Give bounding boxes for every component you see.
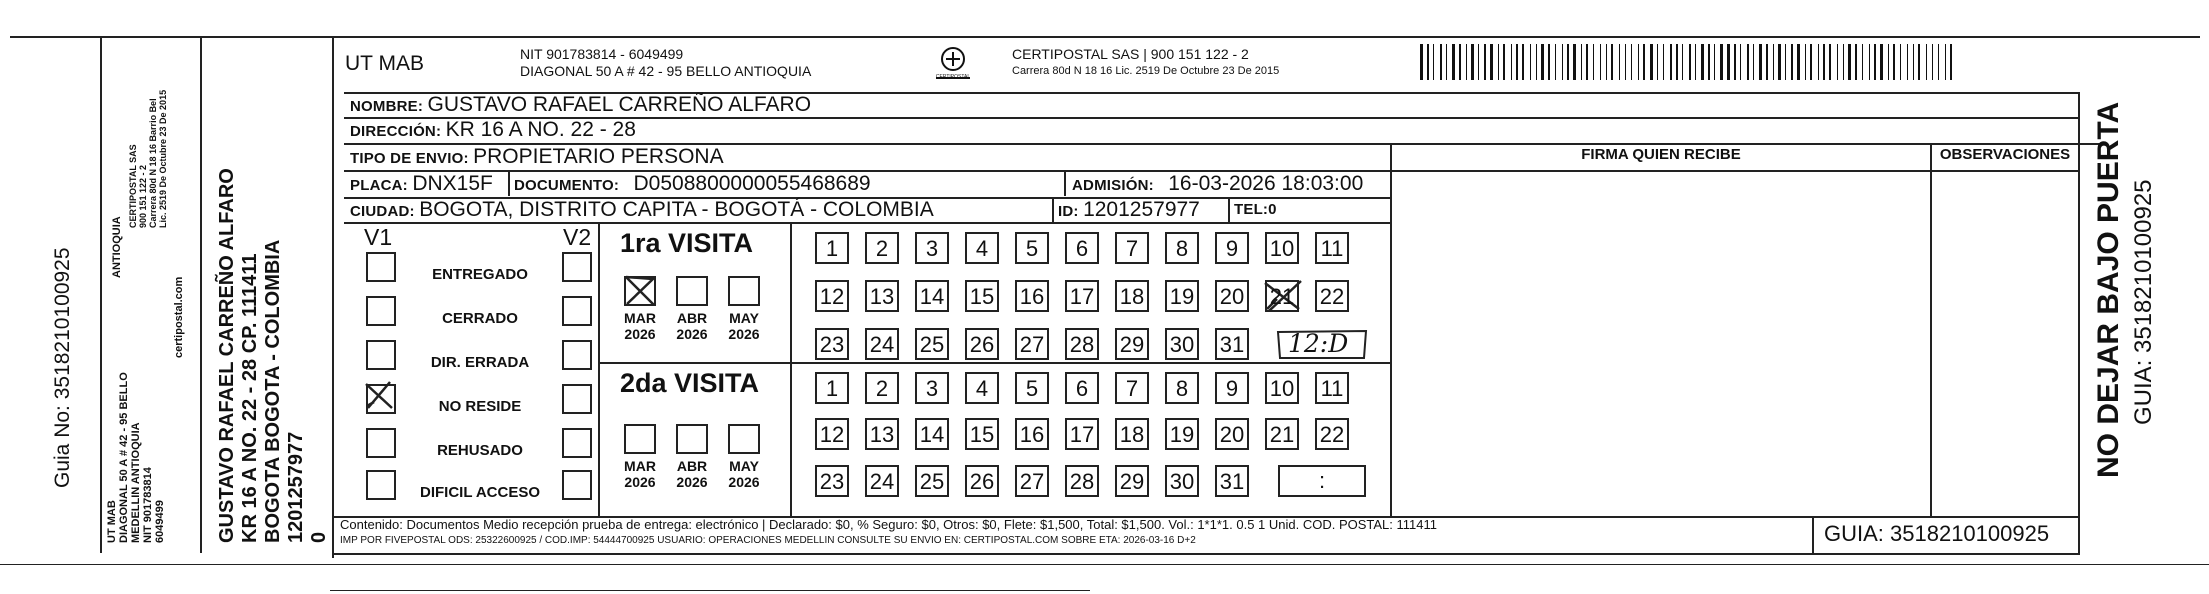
status-option-label: NO RESIDE [438, 398, 522, 415]
v1-checkbox[interactable] [366, 384, 396, 414]
v2-checkbox[interactable] [562, 470, 592, 500]
month-label [668, 310, 716, 342]
direccion-value: KR 16 A NO. 22 - 28 [445, 118, 636, 141]
day-box[interactable]: 7 [1115, 232, 1149, 264]
footer-bottom-line [332, 553, 2080, 555]
stub-guia-number: Guia No: 3518210100925 [51, 247, 74, 488]
id-label: ID: [1058, 203, 1079, 220]
day-box[interactable]: 5 [1015, 372, 1049, 404]
stub-sender-line: UT MAB [106, 500, 118, 543]
day-box[interactable]: 1 [815, 372, 849, 404]
status-option-label: REHUSADO [437, 442, 523, 459]
barcode-bar [1773, 44, 1774, 80]
barcode-bar [1643, 44, 1645, 80]
barcode-bar [1843, 44, 1844, 80]
day-box[interactable]: 2 [865, 372, 899, 404]
day-box[interactable]: 31 [1215, 465, 1249, 497]
barcode-bar [1918, 44, 1920, 80]
stub-sender-line: 6049499 [154, 500, 166, 543]
second-visit-title: 2da VISITA [620, 368, 760, 398]
barcode-bar [1548, 44, 1550, 80]
month-checkbox-mar[interactable] [624, 424, 656, 454]
day-box[interactable]: 6 [1065, 232, 1099, 264]
day-box[interactable]: 11 [1315, 232, 1349, 264]
day-box[interactable]: 19 [1165, 280, 1199, 312]
v2-label: V2 [563, 224, 592, 250]
barcode-bar [1829, 44, 1831, 80]
day-box[interactable]: 26 [965, 328, 999, 360]
documento-field [514, 171, 1064, 196]
documento-value: D0508800000055468689 [633, 172, 871, 195]
nombre-value: GUSTAVO RAFAEL CARREÑO ALFARO [427, 93, 812, 116]
day-box[interactable]: 17 [1065, 280, 1099, 312]
day-box[interactable]: 23 [815, 328, 849, 360]
barcode-bar [1478, 44, 1479, 80]
day-box[interactable]: 21 [1265, 280, 1299, 312]
barcode-bar [1567, 44, 1569, 80]
month-name: MAY [729, 310, 759, 326]
no-dejar-warning: NO DEJAR BAJO PUERTA [2092, 101, 2125, 478]
v1-checkbox[interactable] [366, 470, 396, 500]
cell-divider [1064, 171, 1066, 196]
v1-checkbox[interactable] [366, 252, 396, 282]
ciudad-value: BOGOTA, DISTRITO CAPITA - BOGOTÁ - COLOMBIA [419, 198, 934, 221]
barcode-bar [1682, 44, 1683, 80]
barcode-bar [1573, 44, 1576, 80]
barcode-bar [1657, 44, 1658, 80]
footer-divider [1812, 516, 1814, 554]
barcode-bar [1727, 44, 1730, 80]
barcode-bar [1498, 44, 1499, 80]
barcode-bar [1541, 44, 1544, 80]
cell-divider [1228, 198, 1230, 222]
card-top-border [10, 36, 2200, 38]
day-box[interactable]: 5 [1015, 232, 1049, 264]
stub-antioquia: ANTIOQUIA [111, 216, 123, 278]
day-box[interactable]: 10 [1265, 372, 1299, 404]
barcode-bar [1766, 44, 1768, 80]
barcode-bar [1631, 44, 1632, 80]
barcode-bar [1932, 44, 1933, 80]
barcode-bar [1734, 44, 1736, 80]
first-visit-time: 12:D [1288, 329, 1349, 358]
ciudad-label: CIUDAD: [350, 203, 415, 220]
barcode-bar [1593, 44, 1594, 80]
day-box[interactable]: 13 [865, 280, 899, 312]
tipo-row [350, 144, 1390, 169]
direccion-label: DIRECCIÓN: [350, 123, 442, 140]
barcode-bar [1797, 44, 1800, 80]
placa-value: DNX15F [412, 172, 493, 195]
day-box[interactable]: 12 [815, 418, 849, 450]
day-box[interactable]: 9 [1215, 372, 1249, 404]
cell-divider [1052, 198, 1054, 222]
barcode-bar [1600, 44, 1601, 80]
stub-certipostal-line: Carrera 80d N 18 16 Barrio Bel [148, 98, 158, 228]
card-bottom-edge [330, 590, 1090, 591]
barcode-bar [1650, 44, 1653, 80]
barcode-bar [1562, 44, 1563, 80]
id-field [1058, 198, 1228, 222]
v2-checkbox[interactable] [562, 340, 592, 370]
row-line [344, 222, 1391, 224]
day-box[interactable]: 20 [1215, 418, 1249, 450]
barcode-bar [1701, 44, 1704, 80]
barcode-bar [1907, 44, 1908, 80]
observaciones-label: OBSERVACIONES [1939, 146, 2071, 163]
footer-line-1: Contenido: Documentos Medio recepción prueba de entrega: electrónico | Declarado: $0, % Seguro: $0, Otros: $0, Flete: $1,500, Total: $1,500. Vol.: 1*1*1. 0.5 1 Unid. COD. POSTAL: 111411 [340, 517, 1437, 532]
month-label [616, 310, 664, 342]
tipo-label: TIPO DE ENVIO: [350, 150, 469, 167]
day-box[interactable]: 15 [965, 418, 999, 450]
main-left-border [332, 38, 334, 558]
tel-label: TEL: [1234, 201, 1269, 218]
barcode-bar [1862, 44, 1863, 80]
footer-line-2: IMP POR FIVEPOSTAL ODS: 25322600925 / COD.IMP: 54444700925 USUARIO: OPERACIONES MEDELLIN CONSULTE SU ENVIO EN: CERTIPOSTAL.COM SOBRE ETA: 2026-03-16 D+2 [340, 535, 1196, 546]
barcode-bar [1810, 44, 1812, 80]
day-box[interactable]: 2 [865, 232, 899, 264]
day-box[interactable]: 27 [1015, 328, 1049, 360]
courier-license: Carrera 80d N 18 16 Lic. 2519 De Octubre 23 De 2015 [1012, 65, 1280, 77]
day-box[interactable]: 8 [1165, 232, 1199, 264]
day-box[interactable]: 4 [965, 372, 999, 404]
stub-certipostal-line: CERTIPOSTAL SAS [128, 144, 138, 228]
cell-divider [508, 171, 510, 196]
day-box[interactable]: 13 [865, 418, 899, 450]
barcode-bar [1670, 44, 1672, 80]
month-checkbox-mar[interactable] [624, 276, 656, 306]
month-name: ABR [676, 458, 708, 474]
barcode-bar [1490, 44, 1493, 80]
day-box[interactable]: 3 [915, 372, 949, 404]
certipostal-logo-icon [930, 44, 976, 84]
month-name: MAR [624, 310, 656, 326]
day-box[interactable]: 30 [1165, 328, 1199, 360]
header-address: DIAGONAL 50 A # 42 - 95 BELLO ANTIOQUIA [520, 63, 812, 79]
observaciones-right-border [2078, 92, 2080, 517]
barcode-bar [1714, 44, 1715, 80]
barcode-bar [1516, 44, 1518, 80]
barcode-bar [1695, 44, 1696, 80]
status-option-label: DIR. ERRADA [430, 354, 530, 371]
stub-recipient-line: BOGOTA BOGOTA - COLOMBIA [262, 239, 284, 543]
id-value: 1201257977 [1083, 198, 1200, 221]
month-year: 2026 [624, 326, 656, 342]
day-box[interactable]: 28 [1065, 328, 1099, 360]
admision-label: ADMISIÓN: [1072, 177, 1154, 194]
barcode-bar [1606, 44, 1607, 80]
day-box[interactable]: 14 [915, 280, 949, 312]
day-box[interactable]: 16 [1015, 280, 1049, 312]
first-visit-time-box[interactable] [1274, 328, 1370, 360]
stub-sender-block [102, 38, 200, 553]
month-checkbox-may[interactable] [728, 276, 760, 306]
admision-value: 16-03-2026 18:03:00 [1168, 172, 1364, 195]
day-box[interactable]: 29 [1115, 328, 1149, 360]
barcode-bar [1869, 44, 1870, 80]
barcode-bar [1926, 44, 1927, 80]
direccion-row [350, 118, 2079, 142]
month-checkbox-may[interactable] [728, 424, 760, 454]
v2-checkbox[interactable] [562, 252, 592, 282]
tipo-value: PROPIETARIO PERSONA [473, 145, 724, 168]
stub-recipient-line: GUSTAVO RAFAEL CARREÑO ALFARO [216, 168, 238, 543]
side-guia: GUIA: 3518210100925 [2130, 179, 2157, 425]
stub-sender-line: DIAGONAL 50 A # 42 - 95 BELLO [118, 372, 130, 543]
documento-label: DOCUMENTO: [514, 177, 620, 194]
nombre-row [350, 93, 2079, 117]
firma-area[interactable] [1392, 172, 1930, 516]
month-name: ABR [676, 310, 708, 326]
barcode-bar [1823, 44, 1825, 80]
day-box[interactable]: 24 [865, 328, 899, 360]
month-year: 2026 [676, 326, 708, 342]
barcode-bar [1440, 44, 1442, 80]
barcode-bar [1466, 44, 1467, 80]
header-sender [520, 46, 811, 80]
barcode-bar [1708, 44, 1710, 80]
barcode-bar [1433, 44, 1434, 80]
barcode-bar [1759, 44, 1762, 80]
barcode-bar [1555, 44, 1556, 80]
day-box[interactable]: 23 [815, 465, 849, 497]
stub-recipient-line: 1201257977 [285, 431, 307, 543]
barcode-bar [1625, 44, 1626, 80]
v1-label: V1 [364, 224, 393, 250]
status-divider [598, 222, 600, 516]
tel-value: 0 [1268, 201, 1277, 218]
barcode-bar [1893, 44, 1895, 80]
v1-checkbox[interactable] [366, 428, 396, 458]
barcode-bar [1837, 44, 1838, 80]
barcode-bar [1880, 44, 1883, 80]
day-box[interactable]: 31 [1215, 328, 1249, 360]
month-year: 2026 [728, 474, 760, 490]
day-box[interactable]: 25 [915, 328, 949, 360]
barcode-bar [1676, 44, 1678, 80]
stub-guia-column [40, 38, 92, 553]
barcode-bar [1747, 44, 1749, 80]
footer-right-border [2078, 516, 2080, 554]
day-box[interactable]: 15 [965, 280, 999, 312]
v1-checkbox[interactable] [366, 296, 396, 326]
barcode-bar [1689, 44, 1691, 80]
day-box[interactable]: 18 [1115, 280, 1149, 312]
barcode [1420, 44, 1960, 80]
barcode-bar [1848, 44, 1851, 80]
day-box[interactable]: 7 [1115, 372, 1149, 404]
header-company: UT MAB [345, 52, 424, 75]
day-box[interactable]: 18 [1115, 418, 1149, 450]
month-checkbox-abr[interactable] [676, 276, 708, 306]
barcode-bar [1536, 44, 1537, 80]
barcode-bar [1900, 44, 1901, 80]
footer-text [340, 517, 1790, 549]
barcode-bar [1459, 44, 1461, 80]
placa-label: PLACA: [350, 177, 408, 194]
month-year: 2026 [676, 474, 708, 490]
barcode-bar [1586, 44, 1588, 80]
barcode-bar [1452, 44, 1455, 80]
month-label [668, 458, 716, 490]
tel-field [1234, 198, 1334, 222]
stub-sender-line: MEDELLIN ANTIOQUIA [130, 422, 142, 543]
day-box[interactable]: 26 [965, 465, 999, 497]
barcode-bar [1888, 44, 1889, 80]
barcode-bar [1818, 44, 1819, 80]
barcode-bar [1913, 44, 1914, 80]
barcode-bar [1950, 44, 1952, 80]
month-name: MAY [729, 458, 759, 474]
second-visit-time-box[interactable]: : [1278, 465, 1366, 497]
logo-text: CERTIPOSTAL [935, 74, 971, 80]
v1-checkbox[interactable] [366, 340, 396, 370]
barcode-bar [1420, 44, 1423, 80]
barcode-bar [1720, 44, 1723, 80]
barcode-bar [1663, 44, 1664, 80]
stub-recipient-line: 0 [308, 531, 330, 543]
day-box[interactable]: 27 [1015, 465, 1049, 497]
first-visit-title: 1ra VISITA [620, 228, 754, 258]
placa-field [350, 171, 510, 196]
day-box[interactable]: 6 [1065, 372, 1099, 404]
barcode-bar [1740, 44, 1741, 80]
courier-name: CERTIPOSTAL SAS | 900 151 122 - 2 [1012, 46, 1249, 62]
day-box[interactable]: 25 [915, 465, 949, 497]
day-box[interactable]: 29 [1115, 465, 1149, 497]
observaciones-area[interactable] [1932, 172, 2078, 516]
status-option-label: DIFICIL ACCESO [419, 484, 540, 501]
firma-label: FIRMA QUIEN RECIBE [1581, 146, 1741, 163]
month-label [720, 310, 768, 342]
v2-checkbox[interactable] [562, 428, 592, 458]
stub-certipostal-line: Lic. 2519 De Octubre 23 De 2015 [158, 89, 168, 228]
stub-recipient-block [202, 38, 330, 553]
month-checkbox-abr[interactable] [676, 424, 708, 454]
visit-divider [790, 222, 792, 516]
day-box[interactable]: 14 [915, 418, 949, 450]
barcode-bar [1619, 44, 1620, 80]
barcode-bar [1938, 44, 1939, 80]
admision-field [1072, 171, 1390, 196]
month-year: 2026 [728, 326, 760, 342]
header-nit: NIT 901783814 - 6049499 [520, 46, 684, 62]
barcode-bar [1427, 44, 1429, 80]
day-box[interactable]: 3 [915, 232, 949, 264]
barcode-bar [1785, 44, 1786, 80]
day-box[interactable]: 17 [1065, 418, 1099, 450]
stub-sender-line: NIT 901783814 [142, 467, 154, 543]
v2-checkbox[interactable] [562, 296, 592, 326]
barcode-bar [1471, 44, 1474, 80]
nombre-label: NOMBRE: [350, 98, 424, 115]
barcode-bar [1791, 44, 1793, 80]
day-box[interactable]: 28 [1065, 465, 1099, 497]
barcode-bar [1484, 44, 1486, 80]
stub-certipostal-line: 900 151 122 - 2 [138, 164, 148, 228]
visit-separator [600, 362, 1390, 364]
stub-website: certipostal.com [173, 276, 185, 358]
barcode-bar [1874, 44, 1876, 80]
day-box[interactable]: 16 [1015, 418, 1049, 450]
barcode-bar [1611, 44, 1613, 80]
day-box[interactable]: 19 [1165, 418, 1199, 450]
day-box[interactable]: 21 [1265, 418, 1299, 450]
barcode-bar [1805, 44, 1806, 80]
month-label [616, 458, 664, 490]
day-box[interactable]: 22 [1315, 418, 1349, 450]
status-option-label: CERRADO [442, 310, 518, 327]
barcode-bar [1511, 44, 1512, 80]
footer-guia: GUIA: 3518210100925 [1824, 521, 2050, 546]
day-box[interactable]: 20 [1215, 280, 1249, 312]
stub-recipient-line: KR 16 A NO. 22 - 28 CP. 111411 [239, 253, 261, 543]
day-box[interactable]: 9 [1215, 232, 1249, 264]
barcode-bar [1945, 44, 1946, 80]
barcode-bar [1446, 44, 1447, 80]
barcode-bar [1638, 44, 1639, 80]
day-box[interactable]: 22 [1315, 280, 1349, 312]
ciudad-field [350, 198, 1050, 222]
status-option-label: ENTREGADO [432, 266, 528, 283]
month-year: 2026 [624, 474, 656, 490]
card-bottom-line [0, 564, 2209, 565]
day-box[interactable]: 8 [1165, 372, 1199, 404]
barcode-bar [1778, 44, 1781, 80]
day-box[interactable]: 12 [815, 280, 849, 312]
barcode-bar [1581, 44, 1582, 80]
barcode-bar [1753, 44, 1754, 80]
day-box[interactable]: 4 [965, 232, 999, 264]
header-courier [1012, 46, 1279, 80]
barcode-bar [1522, 44, 1524, 80]
barcode-bar [1530, 44, 1531, 80]
day-box[interactable]: 24 [865, 465, 899, 497]
v2-checkbox[interactable] [562, 384, 592, 414]
day-box[interactable]: 30 [1165, 465, 1199, 497]
month-name: MAR [624, 458, 656, 474]
month-label [720, 458, 768, 490]
day-box[interactable]: 1 [815, 232, 849, 264]
day-box[interactable]: 10 [1265, 232, 1299, 264]
barcode-bar [1503, 44, 1505, 80]
day-box[interactable]: 11 [1315, 372, 1349, 404]
barcode-bar [1855, 44, 1857, 80]
